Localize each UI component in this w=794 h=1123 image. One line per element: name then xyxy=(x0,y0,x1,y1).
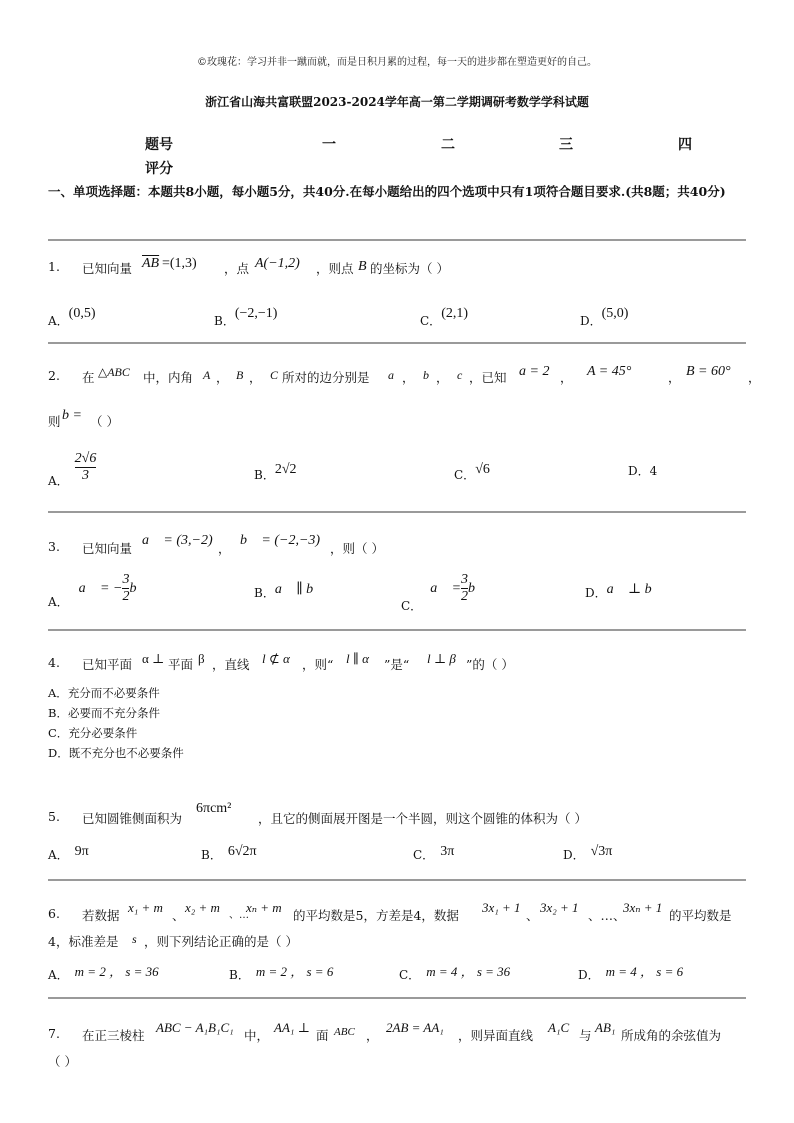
math-expression: l ⊄ α xyxy=(262,651,290,666)
question-text: ， xyxy=(668,370,681,385)
option-value: m = 2 ， s = 36 xyxy=(74,964,159,979)
math-expression: 3x₂ + 1 xyxy=(540,900,579,915)
option-label: A． xyxy=(48,686,68,700)
option-b[interactable] xyxy=(214,306,278,330)
math-expression: 3x₁ + 1 xyxy=(482,900,521,915)
question-text: ”的（ ） xyxy=(466,657,514,672)
option-value: 充分必要条件 xyxy=(68,726,138,740)
question-text: ， xyxy=(560,370,573,385)
option-label: A． xyxy=(48,314,69,328)
math-expression: a⃗ = − xyxy=(78,581,123,596)
question-number: 1. xyxy=(48,259,60,274)
question-text: ， xyxy=(216,370,229,385)
option-a[interactable] xyxy=(48,451,97,488)
question-text: 的平均数是 xyxy=(669,908,732,923)
fraction-numerator: 3 xyxy=(461,572,469,587)
question-text: 所成角的余弦值为 xyxy=(621,1028,722,1043)
option-d[interactable] xyxy=(48,743,184,763)
option-label: C． xyxy=(401,599,423,613)
option-value: 6√2π xyxy=(227,844,257,859)
question-text: ， xyxy=(436,370,449,385)
math-variable: B xyxy=(236,368,244,382)
option-label: B． xyxy=(254,468,275,482)
option-value: 4 xyxy=(649,464,658,478)
math-expression: 2AB = AA₁ xyxy=(386,1020,444,1035)
vector-ab: $\overline{AB}$ xyxy=(142,256,160,271)
fraction-numerator: 3 xyxy=(122,572,130,587)
question-1 xyxy=(48,256,748,285)
question-text: ，则异面直线 xyxy=(458,1028,534,1043)
math-expression: B = 60° xyxy=(686,364,731,379)
option-d[interactable] xyxy=(578,964,683,983)
option-label: A． xyxy=(48,595,69,609)
question-text: 4，标准差是 xyxy=(48,934,119,949)
question-7 xyxy=(48,1020,748,1078)
question-text: 、… xyxy=(229,910,249,921)
question-text: 面 xyxy=(316,1028,329,1043)
option-label: B． xyxy=(201,848,222,862)
option-label: D． xyxy=(628,464,650,478)
math-expression: 3xₙ + 1 xyxy=(623,900,663,915)
question-text: 、 xyxy=(172,908,185,923)
option-value: 既不充分也不必要条件 xyxy=(68,746,184,760)
option-label: C． xyxy=(48,726,69,740)
math-expression: a = 2 xyxy=(519,364,550,379)
question-text: 在正三棱柱 xyxy=(82,1028,145,1043)
math-expression: b⃗ = (−2,−3) xyxy=(240,533,321,548)
math-expression: A(−1,2) xyxy=(255,256,300,271)
math-expression: α ⊥ xyxy=(142,651,165,666)
question-text: ，则“ xyxy=(302,657,334,672)
option-label: A． xyxy=(48,968,69,982)
option-label: B． xyxy=(254,586,275,600)
question-text: （ ） xyxy=(90,414,119,429)
question-text: ，则下列结论正确的是（ ） xyxy=(144,934,298,949)
question-text: 中，内角 xyxy=(143,370,194,385)
option-label: C． xyxy=(454,468,476,482)
question-text: ， xyxy=(249,370,262,385)
math-expression: AB₁ xyxy=(595,1020,616,1035)
math-expression: A = 45° xyxy=(587,364,632,379)
divider xyxy=(48,879,746,881)
question-text: ，已知 xyxy=(469,370,507,385)
math-expression: ABC − A₁B₁C₁ xyxy=(156,1020,234,1035)
fraction-numerator: 2√6 xyxy=(74,451,97,466)
question-number: 5. xyxy=(48,809,60,824)
math-expression: 6πcm² xyxy=(196,801,232,816)
option-value: 必要而不充分条件 xyxy=(67,706,160,720)
score-row-label: 题号 xyxy=(145,137,173,153)
option-value: (5,0) xyxy=(601,306,629,321)
option-value: 3π xyxy=(440,844,455,859)
score-row-header xyxy=(145,134,705,158)
question-text: 与 xyxy=(579,1028,592,1043)
divider xyxy=(48,997,746,999)
option-b[interactable] xyxy=(229,964,333,983)
question-text: ，则（ ） xyxy=(330,541,384,556)
math-expression: xₙ + m xyxy=(246,900,282,915)
math-expression: =(1,3) xyxy=(162,256,197,271)
math-variable: β xyxy=(198,651,205,666)
question-3 xyxy=(48,533,748,565)
option-c[interactable] xyxy=(48,723,137,743)
option-value: a⃗ ∥ b⃗ xyxy=(274,582,325,597)
option-label: C． xyxy=(420,314,442,328)
motto-header: ©玫瑰花：学习并非一蹴而就，而是日积月累的过程，每一天的进步都在塑造更好的自己。 xyxy=(197,57,597,68)
math-expression: l ∥ α xyxy=(346,651,369,666)
option-value: (0,5) xyxy=(68,306,96,321)
option-a[interactable] xyxy=(48,572,148,609)
score-table xyxy=(145,134,705,182)
math-expression: A₁C xyxy=(548,1020,570,1035)
score-column-3: 三 xyxy=(559,137,573,153)
divider xyxy=(48,629,746,631)
section-header: 一、单项选择题：本题共8小题，每小题5分，共40分.在每小题给出的四个选项中只有1项符合题目要求.(共8题；共40分) xyxy=(48,184,726,199)
score-column-1: 一 xyxy=(322,137,336,153)
option-b[interactable] xyxy=(254,584,324,602)
math-variable: c xyxy=(457,368,463,382)
option-value: m = 4 ， s = 6 xyxy=(605,964,684,979)
math-variable: s xyxy=(132,932,137,946)
question-text: 的坐标为（ ） xyxy=(370,261,449,276)
math-variable: A xyxy=(203,368,211,382)
score-row-score xyxy=(145,158,705,182)
option-a[interactable] xyxy=(48,964,159,983)
question-6 xyxy=(48,900,748,958)
option-b[interactable] xyxy=(201,846,257,864)
question-text: 已知圆锥侧面积为 xyxy=(82,811,183,826)
question-text: 所对的边分别是 xyxy=(282,370,370,385)
math-expression: x₁ + m xyxy=(128,900,163,915)
math-variable: b xyxy=(423,368,429,382)
option-a[interactable] xyxy=(48,683,160,703)
question-number: 7. xyxy=(48,1026,60,1041)
option-a[interactable] xyxy=(48,846,89,864)
question-text: ，且它的侧面展开图是一个半圆，则这个圆锥的体积为（ ） xyxy=(258,811,587,826)
question-text: 已知向量 xyxy=(82,541,133,556)
math-expression: a⃗ = (3,−2) xyxy=(142,533,213,548)
option-label: D． xyxy=(580,314,602,328)
score-row-label: 评分 xyxy=(145,161,173,177)
option-value: (2,1) xyxy=(441,306,469,321)
page-title: 浙江省山海共富联盟2023-2024学年高一第二学期调研考数学学科试题 xyxy=(205,95,589,109)
math-expression: AA₁ ⊥ xyxy=(274,1020,310,1035)
option-b[interactable] xyxy=(48,703,160,723)
divider xyxy=(48,239,746,241)
math-variable: a xyxy=(388,368,394,382)
option-c[interactable] xyxy=(399,964,510,983)
math-expression: l ⊥ β xyxy=(427,651,456,666)
option-b[interactable] xyxy=(254,462,297,484)
option-label: C． xyxy=(399,968,421,982)
option-label: B． xyxy=(48,706,68,720)
option-d[interactable] xyxy=(628,462,657,479)
option-c[interactable] xyxy=(401,572,486,613)
option-label: B． xyxy=(214,314,235,328)
option-value: a⃗ ⊥ b⃗ xyxy=(606,582,663,597)
question-text: ， xyxy=(402,370,415,385)
question-text: ， xyxy=(748,370,761,385)
option-value: 2√2 xyxy=(274,462,297,477)
question-text: 则 xyxy=(48,414,61,429)
question-2 xyxy=(48,364,761,438)
option-label: D． xyxy=(585,586,607,600)
question-text: ，则点 xyxy=(316,261,354,276)
question-text: 、 xyxy=(526,908,539,923)
math-variable: ABC xyxy=(334,1026,355,1038)
option-label: A． xyxy=(48,474,69,488)
score-column-2: 二 xyxy=(441,137,455,153)
divider xyxy=(48,342,746,344)
question-text: 的平均数是5，方差是4，数据 xyxy=(293,908,459,923)
question-text: 、…、 xyxy=(588,908,626,923)
option-c[interactable] xyxy=(454,462,490,484)
option-label: A． xyxy=(48,848,69,862)
math-variable: C xyxy=(270,368,279,382)
option-label: D． xyxy=(563,848,585,862)
divider xyxy=(48,511,746,513)
question-text: 若数据 xyxy=(82,908,120,923)
question-text: 已知向量 xyxy=(82,261,133,276)
triangle-abc: △ABC xyxy=(98,365,130,379)
question-number: 3. xyxy=(48,539,60,554)
question-4 xyxy=(48,651,748,681)
math-expression: b = xyxy=(62,408,82,423)
score-column-4: 四 xyxy=(678,137,692,153)
question-text: ，点 xyxy=(224,261,250,276)
fraction-denominator: 2 xyxy=(122,589,130,604)
fraction-denominator: 2 xyxy=(461,589,469,604)
option-d[interactable] xyxy=(585,584,663,602)
option-value: m = 4 ， s = 36 xyxy=(426,964,511,979)
question-text: 平面 xyxy=(168,657,194,672)
option-label: D． xyxy=(48,746,69,760)
question-text: （ ） xyxy=(48,1054,77,1069)
option-value: 充分而不必要条件 xyxy=(67,686,160,700)
option-d[interactable] xyxy=(580,306,629,330)
option-value: √3π xyxy=(590,844,613,859)
option-label: B． xyxy=(229,968,250,982)
option-label: D． xyxy=(578,968,600,982)
math-expression: b⃗ xyxy=(129,581,148,596)
math-expression: x₂ + m xyxy=(185,900,220,915)
question-number: 2. xyxy=(48,368,60,383)
question-text: ，直线 xyxy=(212,657,250,672)
question-number: 4. xyxy=(48,655,60,670)
math-expression: a⃗ = xyxy=(430,581,462,596)
option-c[interactable] xyxy=(420,306,469,330)
option-value: 9π xyxy=(74,844,89,859)
option-c[interactable] xyxy=(413,846,454,864)
question-text: ”是“ xyxy=(384,657,410,672)
fraction-denominator: 3 xyxy=(75,467,97,484)
question-5 xyxy=(48,801,748,835)
question-text: 在 xyxy=(82,370,95,385)
option-a[interactable] xyxy=(48,306,96,330)
question-text: ， xyxy=(366,1028,379,1043)
question-text: ， xyxy=(218,541,231,556)
question-text: 中， xyxy=(244,1028,270,1043)
option-value: √6 xyxy=(475,462,490,477)
option-value: (−2,−1) xyxy=(234,306,278,321)
option-label: C． xyxy=(413,848,435,862)
math-expression: b⃗ xyxy=(468,581,486,596)
question-number: 6. xyxy=(48,906,60,921)
option-d[interactable] xyxy=(563,846,612,864)
math-variable: B xyxy=(358,259,367,274)
option-value: m = 2 ， s = 6 xyxy=(255,964,334,979)
question-text: 已知平面 xyxy=(82,657,133,672)
